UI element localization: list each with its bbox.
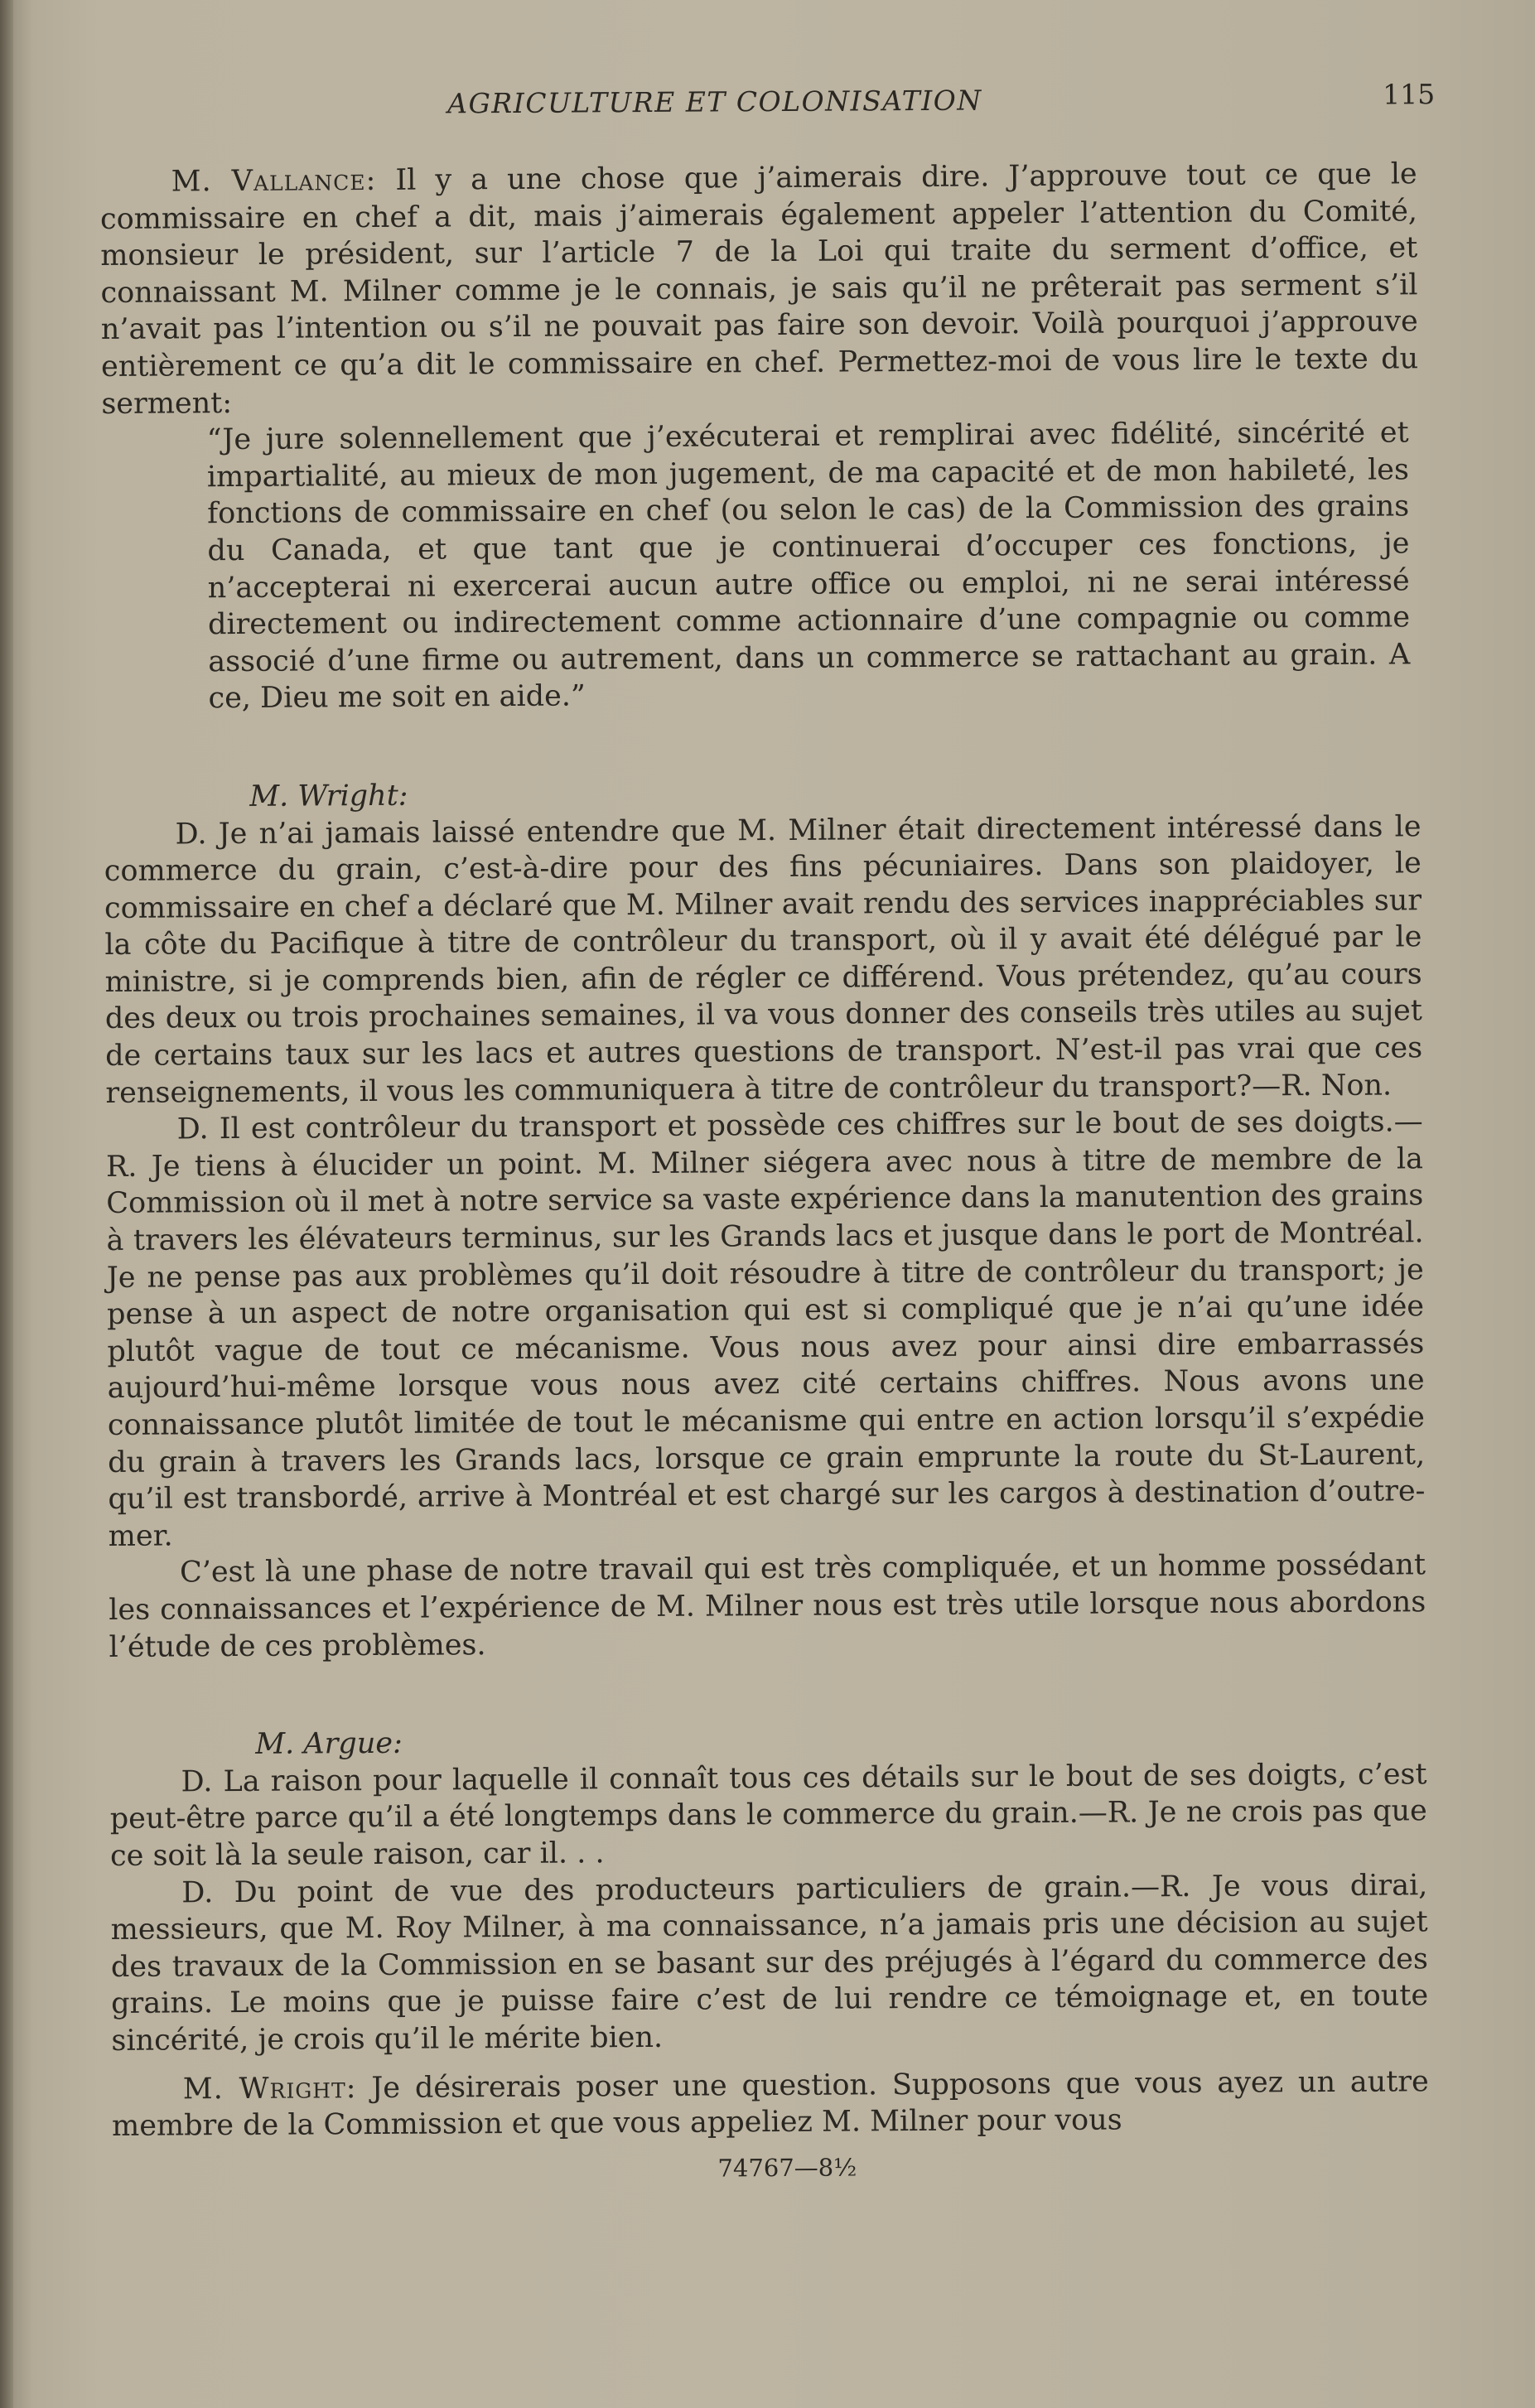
paragraph-text: Je désirerais poser une question. Supposons que vous ayez un autre membre de la Commission et que vous appeliez M. Milner pour vous — [111, 2064, 1429, 2144]
page-content — [99, 73, 1436, 2190]
page-number: 115 — [1383, 78, 1436, 111]
oath-quote — [207, 415, 1411, 718]
speaker-heading-argue: M. Argue: — [255, 1726, 403, 1762]
paragraph-argue-2: D. Du point de vue des producteurs particuliers de grain.—R. Je vous dirai, messieurs, que M. Roy Milner, à ma connaissance, n’a jamais pris une décision au sujet des travaux de la Commission en se basant sur des préjugés à l’égard du commerce des grains. Le moins que je puisse faire c’est de lui rendre ce témoignage et, en toute sincérité, je crois qu’il le mérite bien. — [110, 1868, 1429, 2058]
paragraph-wright-2: D. Il est contrôleur du transport et possède ces chiffres sur le bout de ses doigts.—R. Je tiens à élucider un point. M. Milner siégera avec nous à titre de membre de la Commission où il met à notre service sa vaste expérience dans la manutention des grains à travers les élévateurs terminus, sur les Grands lacs et jusque dans le port de Montréal. Je ne pense pas aux problèmes qu’il doit résoudre à titre de contrôleur du transport; je pense à un aspect de notre organisation qui est si compliqué que je n’ai qu’une idée plutôt vague de tout ce mécanisme. Vous nous avez pour ainsi dire embarrassés aujourd’hui-même lorsque vous nous avez cité certains chiffres. Nous avons une connaissance plutôt limitée de tout le mécanisme qui entre en action lorsqu’il s’expédie du grain à travers les Grands lacs, lorsque ce grain emprunte la route du St-Laurent, qu’il est transbordé, arrive à Montréal et est chargé sur les cargos à destination d’outre-mer. — [105, 1105, 1426, 1553]
running-title: AGRICULTURE ET COLONISATION — [447, 84, 982, 120]
paragraph-wright-1: D. Je n’ai jamais laissé entendre que M. Milner était directement intéressé dans le commerce du grain, c’est-à-dire pour des fins pécuniaires. Dans son plaidoyer, le commissaire en chef a déclaré que M. Milner avait rendu des services inappréciables sur la côte du Pacifique à titre de contrôleur du transport, où il y avait été délégué par le ministre, si je comprends bien, afin de régler ce différend. Vous prétendez, qu’au cours des deux ou trois prochaines semaines, il va vous donner des conseils très utiles au sujet de certains taux sur les lacs et autres questions de transport. N’est-il pas vrai que ces renseignements, il vous les communiquera à titre de contrôleur du transport?—R. Non. — [104, 809, 1423, 1110]
paragraph-wright-3: C’est là une phase de notre travail qui est très compliquée, et un homme possédant les connaissances et l’expérience de M. Milner nous est très utile lorsque nous abordons l’étude de ces problèmes. — [109, 1548, 1426, 1664]
paragraph-wright-question — [112, 2063, 1430, 2145]
page-header — [99, 73, 1436, 131]
paragraph-vallance — [100, 156, 1419, 422]
speaker-name: M. Vallance: — [171, 163, 377, 199]
speaker-name: M. Wright: — [182, 2071, 357, 2106]
paragraph-text: Il y a une chose que j’aimerais dire. J’approuve tout ce que le commissaire en chef a dit, mais j’aimerais également appeler l’attention du Comité, monsieur le président, sur l’article 7 de la Loi qui traite du serment d’office, et connaissant M. Milner comme je le connais, je sais qu’il ne prêterait pas serment s’il n’avait pas l’intention ou s’il ne pouvait pas faire son devoir. Voilà pourquoi j’approuve entièrement ce qu’a dit le commissaire en chef. Permettez-moi de vous lire le texte du serment: — [99, 157, 1419, 421]
printer-signature: 74767—8½ — [717, 2153, 857, 2183]
speaker-heading-wright: M. Wright: — [249, 779, 408, 813]
paragraph-argue-1: D. La raison pour laquelle il connaît tous ces détails sur le bout de ses doigts, c’est peut-être parce qu’il a été longtemps dans le commerce du grain.—R. Je ne crois pas que ce soit là la seule raison, car il. . . — [109, 1757, 1427, 1873]
oath-quote-text: “Je jure solennellement que j’exécuterai et remplirai avec fidélité, sincérité et impartialité, au mieux de mon jugement, de ma capacité et de mon habileté, les fonctions de commissaire en chef (ou selon le cas) de la Commission des grains du Canada, et que tant que je continuerai d’occuper ces fonctions, je n’accepterai ni exercerai aucun autre office ou emploi, ni ne serai intéressé directement ou indirectement comme actionnaire d’une compagnie ou comme associé d’une firme ou autrement, dans un commerce se rattachant au grain. A ce, Dieu me soit en aide.” — [206, 416, 1411, 716]
book-spine-shadow — [0, 0, 13, 2408]
